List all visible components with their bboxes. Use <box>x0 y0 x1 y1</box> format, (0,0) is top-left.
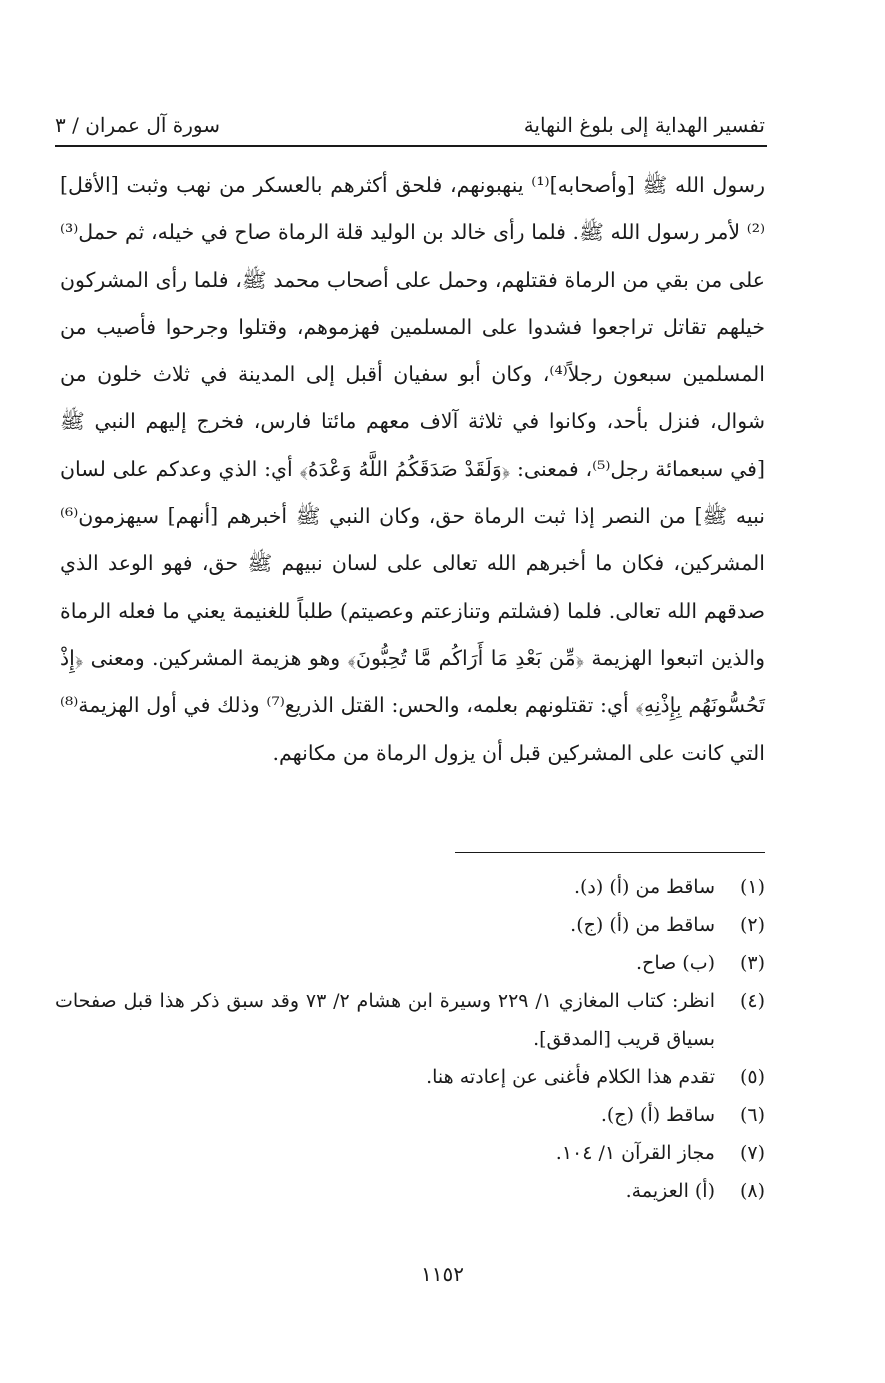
running-header <box>55 105 765 145</box>
footnote-text: ساقط (أ) (ج). <box>600 1104 715 1126</box>
footnotes <box>55 868 765 1210</box>
surah-label: سورة آل عمران / ٣ <box>55 113 221 137</box>
footnote-number: (٤) <box>739 990 765 1012</box>
footnote-text: (ب) صاح. <box>636 952 715 974</box>
page-number: ١١٥٢ <box>421 1262 464 1286</box>
footnote <box>55 982 765 1058</box>
footnote <box>55 1134 765 1172</box>
footnote-number: (١) <box>739 876 765 898</box>
footnote-number: (٥) <box>739 1066 765 1088</box>
footnote <box>55 868 765 906</box>
footnote-text: ساقط من (أ) (ج). <box>570 914 715 936</box>
footnote-number: (٨) <box>739 1180 765 1202</box>
main-text <box>60 162 765 777</box>
footnote-text: مجاز القرآن ١/ ١٠٤. <box>555 1142 715 1164</box>
footnote <box>55 1058 765 1096</box>
footnote <box>55 944 765 982</box>
footnote-number: (٦) <box>739 1104 765 1126</box>
body-paragraph: رسول الله ﷺ [وأصحابه]⁽¹⁾ ينهبونهم، فلحق أكثرهم بالعسكر من نهب وثبت [الأقل]⁽²⁾ لأمر رسول الله ﷺ. فلما رأى خالد بن الوليد قلة الرماة صاح في خيله، ثم حمل⁽³⁾ على من بقي من الرماة فقتلهم، وحمل على أصحاب محمد ﷺ، فلما رأى المشركون خيلهم تقاتل تراجعوا فشدوا على المسلمين فهزموهم، وقتلوا وجرحوا فأصيب من المسلمين سبعون رجلاً⁽⁴⁾، وكان أبو سفيان أقبل إلى المدينة في ثلاث خلون من شوال، فنزل بأحد، وكانوا في ثلاثة آلاف معهم مائتا فارس، فخرج إليهم النبي ﷺ [في سبعمائة رجل⁽⁵⁾، فمعنى: ﴿وَلَقَدْ صَدَقَكُمُ اللَّهُ وَعْدَهُ﴾ أي: الذي وعدكم على لسان نبيه ﷺ] من النصر إذا ثبت الرماة حق، وكان النبي ﷺ أخبرهم [أنهم] سيهزمون⁽⁶⁾ المشركين، فكان ما أخبرهم الله تعالى على لسان نبيهم ﷺ حق، فهو الوعد الذي صدقهم الله تعالى. فلما (فشلتم وتنازعتم وعصيتم) طلباً للغنيمة يعني ما فعله الرماة والذين اتبعوا الهزيمة ﴿مِّن بَعْدِ مَا أَرَاكُم مَّا تُحِبُّونَ﴾ وهو هزيمة المشركين. ومعنى ﴿إِذْ تَحُسُّونَهُم بِإِذْنِهِ﴾ أي: تقتلونهم بعلمه، والحس: القتل الذريع⁽⁷⁾ وذلك في أول الهزيمة⁽⁸⁾ التي كانت على المشركين قبل أن يزول الرماة من مكانهم. <box>60 173 765 765</box>
footnote <box>55 1172 765 1210</box>
footnote <box>55 1096 765 1134</box>
footnote-text: ساقط من (أ) (د). <box>573 876 715 898</box>
header-rule <box>55 145 767 147</box>
footnote-number: (٧) <box>739 1142 765 1164</box>
footnote-text: تقدم هذا الكلام فأغنى عن إعادته هنا. <box>426 1066 715 1088</box>
footnote-text: (أ) العزيمة. <box>625 1180 715 1202</box>
footnote-number: (٢) <box>739 914 765 936</box>
footnote-number: (٣) <box>739 952 765 974</box>
footnote-text: انظر: كتاب المغازي ١/ ٢٢٩ وسيرة ابن هشام ٢/ ٧٣ وقد سبق ذكر هذا قبل صفحات بسياق قريب [المدقق]. <box>55 990 715 1050</box>
book-title: تفسير الهداية إلى بلوغ النهاية <box>523 113 765 137</box>
footnote <box>55 906 765 944</box>
footnote-rule <box>455 852 765 853</box>
